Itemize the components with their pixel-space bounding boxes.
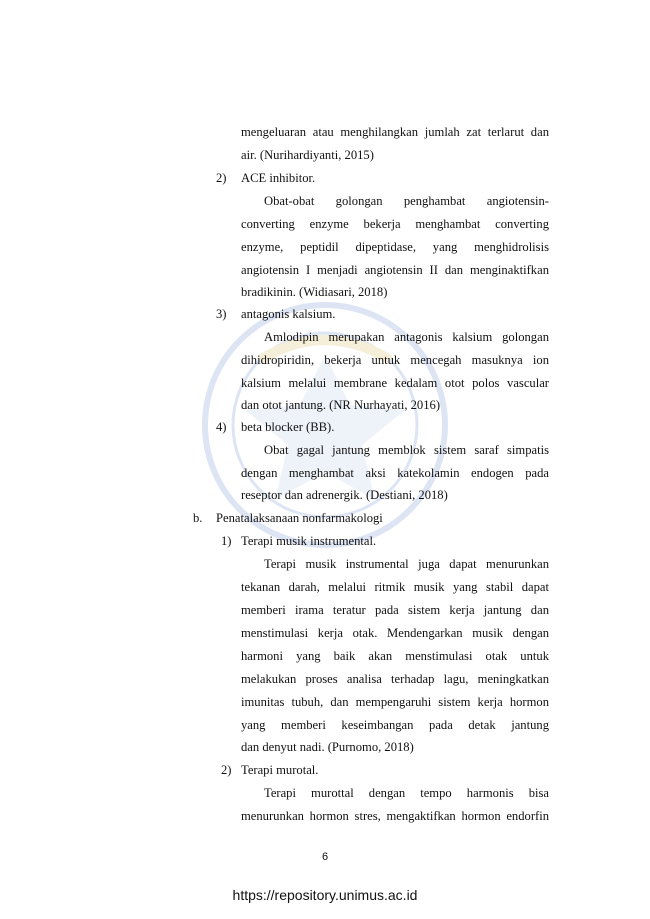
paragraph-line: yang memberi keseimbangan pada detak jantung <box>241 718 549 732</box>
paragraph-line: air. (Nurihardiyanti, 2015) <box>241 148 374 162</box>
paragraph-line: melakukan proses analisa terhadap lagu, meningkatkan <box>241 672 549 686</box>
page-number: 6 <box>321 851 329 863</box>
list-heading-beta-blocker: beta blocker (BB). <box>241 420 335 434</box>
paragraph-line: kalsium melalui membrane kedalam otot polos vascular <box>241 376 549 390</box>
list-number: 3) <box>216 307 227 321</box>
paragraph-line: bradikinin. (Widiasari, 2018) <box>241 285 388 299</box>
paragraph-line: memberi irama teratur pada sistem kerja jantung dan <box>241 603 549 617</box>
paragraph-line: Amlodipin merupakan antagonis kalsium golongan <box>264 330 549 344</box>
paragraph-line: Obat-obat golongan penghambat angiotensin- <box>264 194 549 208</box>
paragraph-line: tekanan darah, melalui ritmik musik yang stabil dapat <box>241 580 549 594</box>
repository-url-link[interactable]: https://repository.unimus.ac.id <box>232 887 418 903</box>
list-heading-terapi-murotal: Terapi murotal. <box>241 763 319 777</box>
list-number: 4) <box>216 420 227 434</box>
paragraph-line: mengeluaran atau menghilangkan jumlah zat terlarut dan <box>241 125 549 139</box>
section-heading-nonfarmakologi: Penatalaksanaan nonfarmakologi <box>216 511 383 525</box>
paragraph-line: imunitas tubuh, dan mempengaruhi sistem kerja hormon <box>241 695 549 709</box>
paragraph-line: angiotensin I menjadi angiotensin II dan menginaktifkan <box>241 263 549 277</box>
list-heading-terapi-musik: Terapi musik instrumental. <box>241 534 377 548</box>
paragraph-line: dan denyut nadi. (Purnomo, 2018) <box>241 740 414 754</box>
paragraph-line: dengan menghambat aksi katekolamin endogen pada <box>241 466 549 480</box>
paragraph-line: converting enzyme bekerja menghambat converting <box>241 217 549 231</box>
list-heading-ace-inhibitor: ACE inhibitor. <box>241 171 316 185</box>
paragraph-line: reseptor dan adrenergik. (Destiani, 2018) <box>241 488 448 502</box>
paragraph-line: Terapi murottal dengan tempo harmonis bisa <box>264 786 549 800</box>
paragraph-line: Terapi musik instrumental juga dapat menurunkan <box>264 557 549 571</box>
list-letter: b. <box>193 511 203 525</box>
list-number: 2) <box>216 171 227 185</box>
list-heading-antagonis-kalsium: antagonis kalsium. <box>241 307 336 321</box>
paragraph-line: menstimulasi kerja otak. Mendengarkan musik dengan <box>241 626 549 640</box>
paragraph-line: enzyme, peptidil dipeptidase, yang menghidrolisis <box>241 240 549 254</box>
paragraph-line: dihidropiridin, bekerja untuk mencegah masuknya ion <box>241 353 549 367</box>
list-number: 2) <box>221 763 232 777</box>
paragraph-line: menurunkan hormon stres, mengaktifkan hormon endorfin <box>241 809 549 823</box>
list-number: 1) <box>221 534 232 548</box>
paragraph-line: harmoni yang baik akan menstimulasi otak untuk <box>241 649 549 663</box>
paragraph-line: Obat gagal jantung memblok sistem saraf simpatis <box>264 443 549 457</box>
paragraph-line: dan otot jantung. (NR Nurhayati, 2016) <box>241 398 441 412</box>
